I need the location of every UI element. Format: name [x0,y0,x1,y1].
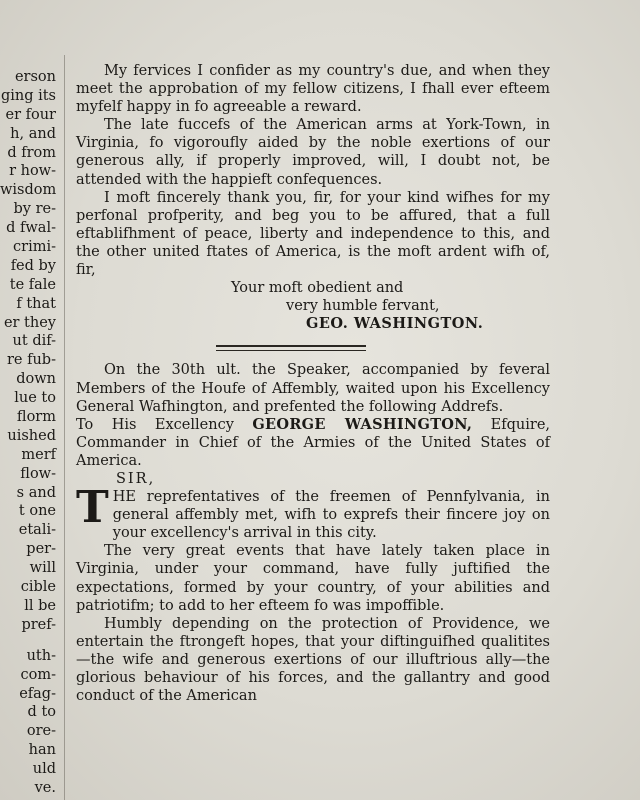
left-fragment: down [16,371,56,388]
address-rest: Efquire, Commander in Chief of the Armies of the United States of America. [76,416,551,469]
left-fragment: f that [16,295,56,312]
left-fragment: ll be [24,597,56,614]
letter-closing [76,279,550,333]
closing-line: very humble fervant, [286,298,440,315]
left-fragment: uld [32,761,56,778]
left-column-fragments [0,68,60,798]
address-opening [76,482,550,542]
left-fragment: fed by [10,257,56,274]
left-fragment: han [28,742,56,759]
left-fragment: pref- [21,616,56,633]
left-fragment: ut dif- [12,333,56,350]
left-fragment: florm [16,409,56,426]
left-fragment: erson [14,69,56,85]
address-heading [76,416,550,470]
left-fragment: t one [18,503,56,520]
section-divider [216,345,366,351]
left-fragment: re fub- [6,352,56,369]
left-fragment: cible [20,579,56,596]
address-opening-text: HE reprefentatives of the freemen of Pennfylvania, in general affembly met, wifh to exprefs their fincere joy on your excellency's arrival in this city. [112,489,550,542]
column-gap [0,635,60,647]
left-fragment: uished [7,427,56,444]
left-fragment: er four [5,106,56,123]
left-fragment: etali- [18,522,56,539]
letter-paragraph: The late fuccefs of the American arms at York-Town, in Virginia, fo vigoroufly aided by the noble exertions of our generous ally, if properly improved, will, I doubt not, be attended with the happieft confequences. [76,117,550,188]
left-fragment: merf [21,446,56,463]
letter-paragraph: My fervices I confider as my country's due, and when they meet the approbation of my fellow citizens, I fhall ever efteem myfelf happy in fo agreeable a reward. [76,63,550,116]
left-fragment: ve. [34,779,56,796]
left-fragment: h, and [10,125,56,142]
left-fragment: efag- [19,685,56,702]
left-fragment: per- [26,541,56,558]
left-fragment: ore- [26,723,56,740]
signature: GEO. WASHINGTON. [306,315,484,333]
letter-paragraph: I moft fincerely thank you, fir, for your kind wifhes for my perfonal profperity, and beg you to be affured, that a full eftablifhment of peace, liberty and independence to this, and the other united ftates of America, is the moft ardent wifh of, fir, [76,189,550,279]
address-prefix: To His Excellency [76,416,234,433]
left-fragment: lue to [14,390,56,407]
left-fragment: crimi- [13,239,56,256]
left-fragment: by re- [13,201,56,218]
left-fragment: er they [3,314,56,331]
salutation: SIR, [116,470,156,487]
left-fragment: com- [20,666,56,683]
article-intro: On the 30th ult. the Speaker, accompanied by feveral Members of the Houfe of Affembly, waited upon his Excellency General Wafhington, and prefented the following Addrefs. [76,362,550,415]
closing-line: Your moft obedient and [231,280,404,297]
left-fragment: will [29,560,56,577]
address-paragraph: The very great events that have lately taken place in Virginia, under your command, have fully juftified the expectations, formed by your country, of your abilities and patriotifm; to add to her efteem fo was impoffible. [76,543,550,614]
left-fragment: r how- [9,163,56,180]
left-fragment: flow- [20,465,56,482]
left-fragment: wisdom [0,182,57,199]
left-fragment: te fale [9,276,56,293]
left-fragment: d fwal- [6,220,56,237]
left-fragment: d to [27,704,56,721]
column-rule [64,55,65,800]
drop-cap: T [76,482,109,534]
main-column [76,62,550,705]
address-paragraph: Humbly depending on the protection of Providence, we entertain the ftrongeft hopes, that your diftinguifhed qualitites—the wife and generous exertions of our illuftrious ally—the glorious behaviour of his forces, and the gallantry and good conduct of the American [76,615,550,705]
left-fragment: uth- [26,647,56,664]
left-fragment: d from [7,144,56,161]
left-fragment: ging its [0,87,56,104]
address-name: GEORGE WASHINGTON, [252,415,473,433]
left-fragment: s and [16,484,56,501]
